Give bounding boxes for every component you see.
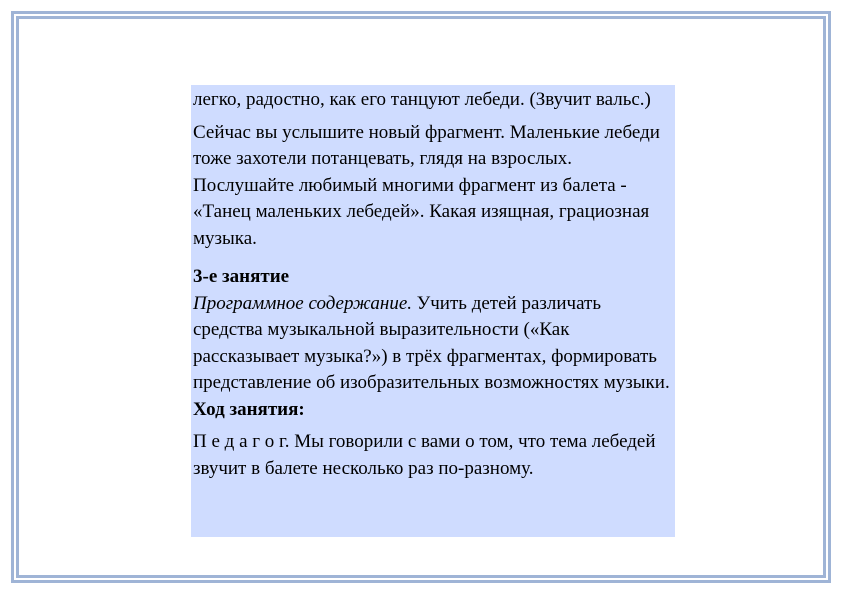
program-label: Программное содержание. <box>193 292 413 314</box>
teacher-paragraph <box>193 429 673 482</box>
program-text: Учить детей различать средства музыкальной выразительности («Как рассказывает музыка?») в трёх фрагментах, формировать представление об изобразительных возможностях музыки. <box>193 292 670 393</box>
text-block <box>191 85 675 537</box>
teacher-text: Мы говорили с вами о том, что тема лебедей звучит в балете несколько раз по-разному. <box>193 431 656 479</box>
paragraph-2: Сейчас вы услышите новый фрагмент. Маленькие лебеди тоже захотели потанцевать, глядя на взрослых. Послушайте любимый многими фрагмент из балета - «Танец маленьких лебедей». Какая изящная, грациозная музыка. <box>193 121 660 249</box>
paragraph-1: легко, радостно, как его танцуют лебеди. (Звучит вальс.) <box>193 89 651 110</box>
teacher-label: П е д а г о г. <box>193 431 290 452</box>
course-heading: Ход занятия: <box>193 398 305 420</box>
lesson-heading: 3-е занятие <box>193 266 290 287</box>
program-paragraph <box>193 291 673 397</box>
